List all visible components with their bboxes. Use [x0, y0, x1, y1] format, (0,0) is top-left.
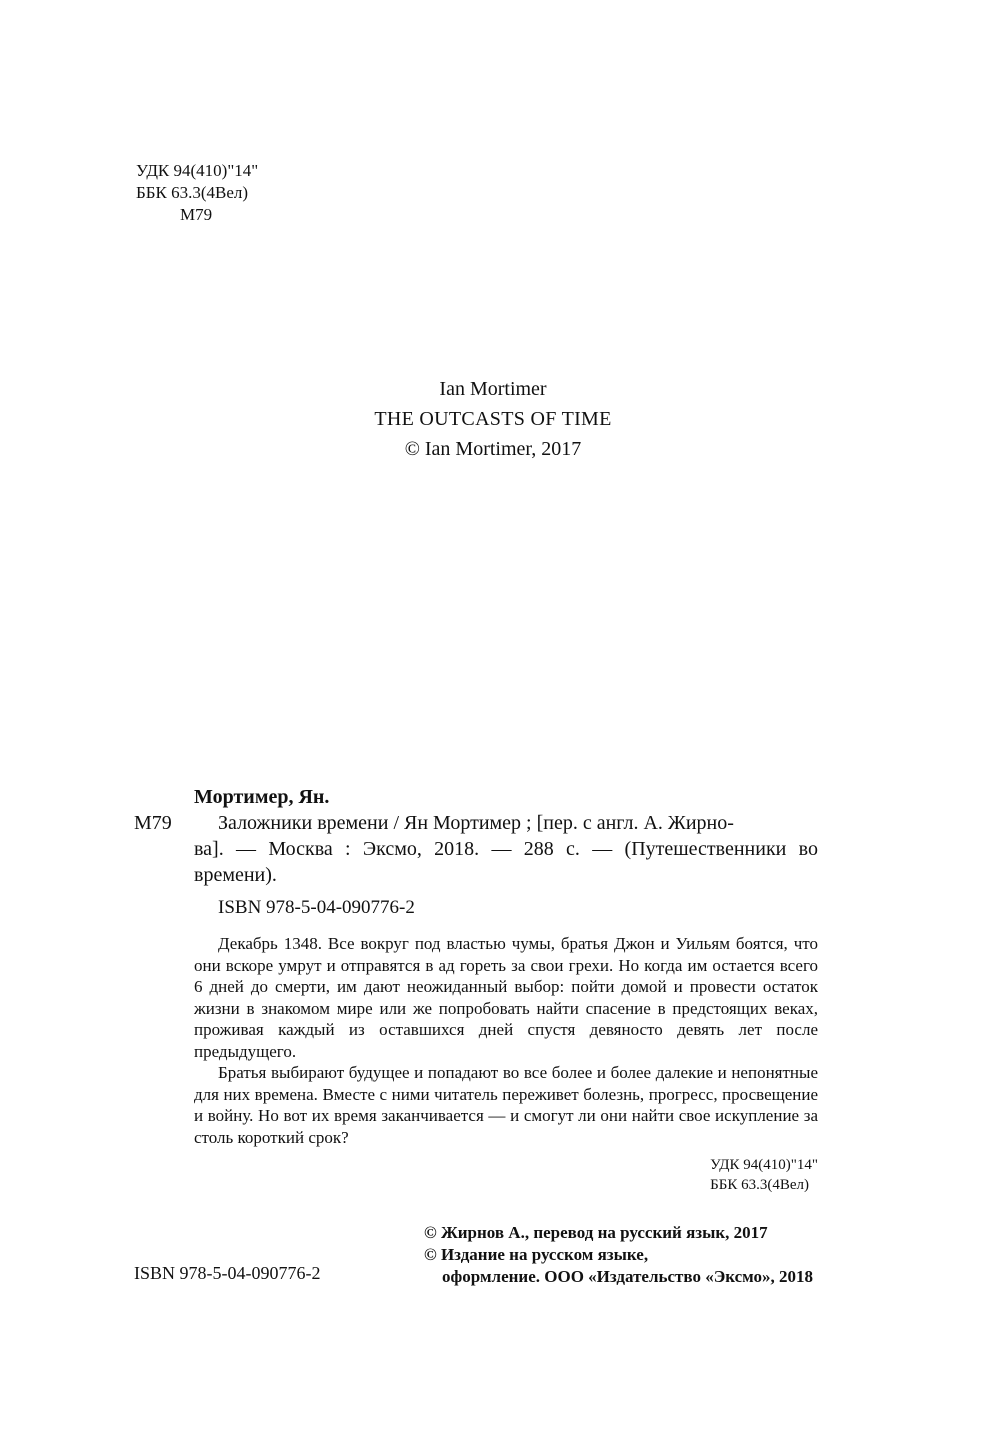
bbk-code: ББК 63.3(4Вел) — [136, 183, 249, 202]
bibliographic-description-continuation: ва]. — Москва : Эксмо, 2018. — 288 с. — (Путешественники во времени). — [194, 838, 818, 886]
author-mark: М79 — [180, 205, 213, 224]
translation-copyright: © Жирнов А., перевод на русский язык, 2017 — [424, 1223, 768, 1242]
bibliographic-author-heading: Мортимер, Ян. — [194, 786, 330, 808]
original-copyright: © Ian Mortimer, 2017 — [404, 438, 582, 460]
bibliographic-author-mark: М79 — [134, 812, 172, 834]
bibliographic-isbn: ISBN 978-5-04-090776-2 — [218, 897, 415, 918]
annotation — [194, 933, 818, 1148]
original-edition-block — [0, 374, 986, 464]
bibliographic-description — [194, 810, 818, 888]
copyright-block — [424, 1222, 813, 1288]
annotation-paragraph: Братья выбирают будущее и попадают во все более и более далекие и непонятные для них времена. Вместе с ними читатель переживет болезнь, прогресс, просвещение и войну. Но вот их время заканчивается — и смогут ли они найти свое искупление за столь короткий срок? — [194, 1063, 818, 1147]
edition-copyright-continuation: оформление. ООО «Издательство «Эксмо», 2018 — [442, 1267, 814, 1286]
bibliographic-description-first-line: Заложники времени / Ян Мортимер ; [пер. с англ. А. Жирно- — [218, 812, 734, 834]
bbk-code: ББК 63.3(4Вел) — [710, 1177, 810, 1193]
udk-code: УДК 94(410)"14" — [136, 161, 259, 180]
edition-copyright: © Издание на русском языке, — [424, 1245, 649, 1264]
original-title: THE OUTCASTS OF TIME — [374, 408, 612, 430]
classification-block-bottom — [710, 1155, 818, 1195]
original-author: Ian Mortimer — [439, 378, 547, 400]
annotation-paragraph: Декабрь 1348. Все вокруг под властью чумы, братья Джон и Уильям боятся, что они вскоре умрут и отправятся в ад гореть за свои грехи. Но когда им остается всего 6 дней до смерти, им дают неожиданный выбор: пойти домой и провести остаток жизни в знакомом мире или же попробовать найти спасение в предстоящих веках, проживая каждый из оставшихся дней спустя девяносто девять лет после предыдущего. — [194, 934, 818, 1061]
classification-block-top — [136, 160, 258, 226]
udk-code: УДК 94(410)"14" — [710, 1157, 818, 1173]
isbn-bottom: ISBN 978-5-04-090776-2 — [134, 1263, 321, 1283]
